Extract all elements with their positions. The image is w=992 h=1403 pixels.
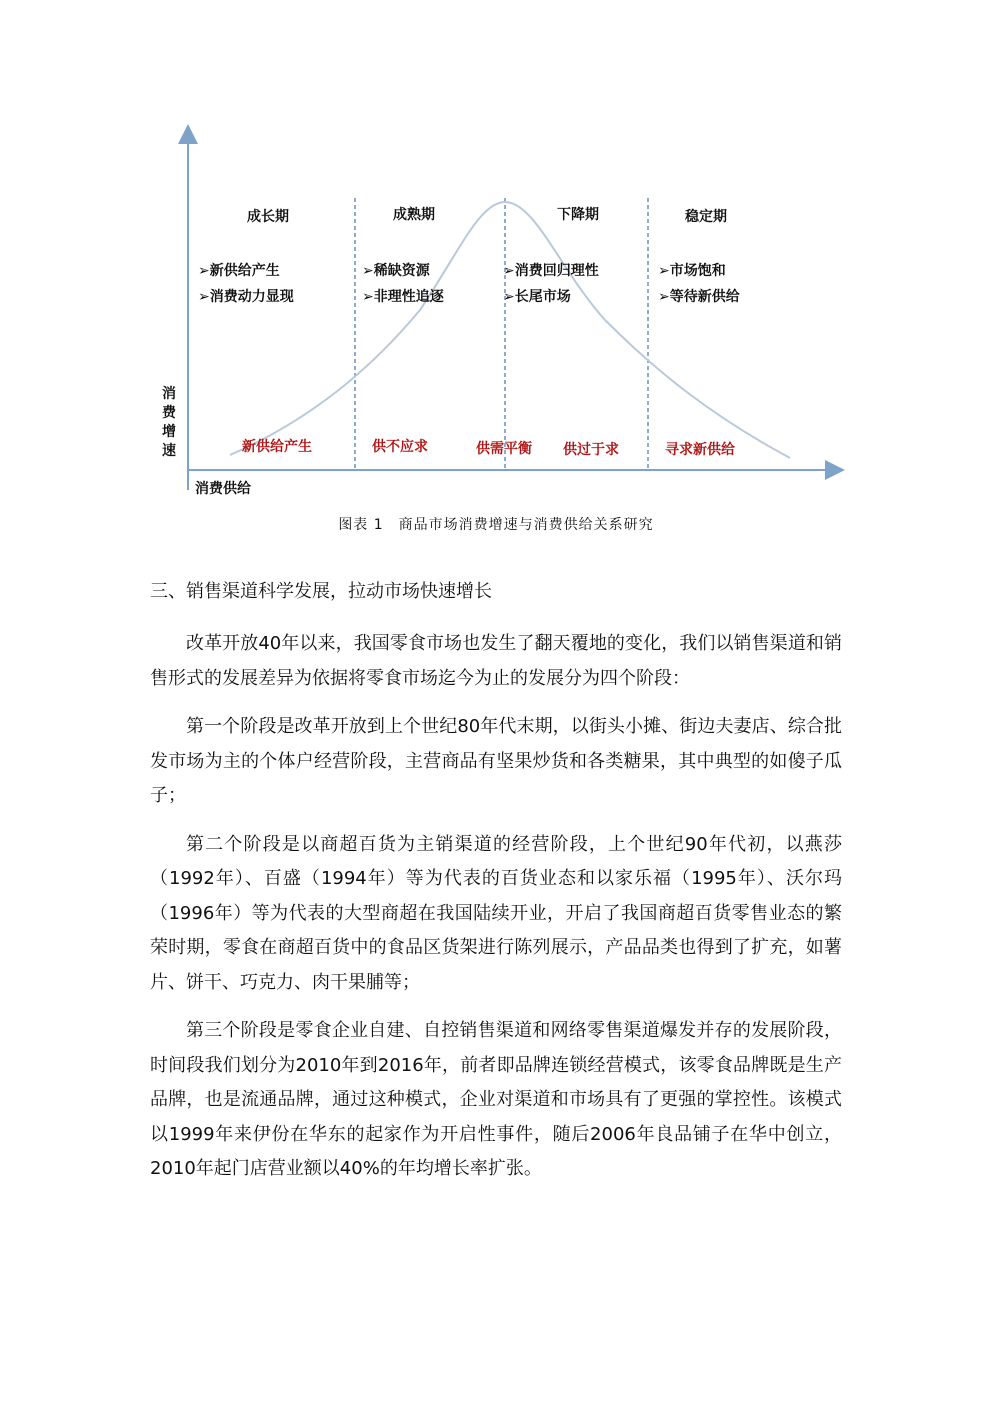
x-axis-label: 消费供给 <box>195 481 251 497</box>
phase-title-stable: 稳定期 <box>685 209 727 225</box>
paragraph: 第一个阶段是改革开放到上个世纪80年代末期，以街头小摊、街边夫妻店、综合批发市场为主的个体户经营阶段，主营商品有坚果炒货和各类糖果，其中典型的如傻子瓜子； <box>150 716 842 806</box>
phase-bottom-label: 供不应求 <box>372 439 428 455</box>
bullet-item: ➢市场饱和 <box>658 263 726 279</box>
phase-title-decline: 下降期 <box>557 207 599 223</box>
phase-title-mature: 成熟期 <box>393 207 435 223</box>
lifecycle-curve <box>230 202 790 458</box>
phase-title-growth: 成长期 <box>247 209 289 225</box>
y-axis-label: 消费增速 <box>162 386 176 459</box>
body-text <box>150 627 842 1201</box>
phase-bottom-label: 寻求新供给 <box>665 442 735 458</box>
section-heading: 三、销售渠道科学发展，拉动市场快速增长 <box>150 581 492 602</box>
phase-bottom-label: 新供给产生 <box>242 439 312 455</box>
paragraph: 改革开放40年以来，我国零食市场也发生了翻天覆地的变化，我们以销售渠道和销售形式的发展差异为依据将零食市场迄今为止的发展分为四个阶段： <box>150 633 842 689</box>
center-label: 供需平衡 <box>476 441 532 457</box>
phase-bottom-label: 供过于求 <box>563 442 619 458</box>
figure-caption: 图表 1 商品市场消费增速与消费供给关系研究 <box>338 517 654 533</box>
bullet-item: ➢消费动力显现 <box>198 289 294 305</box>
paragraph: 第三个阶段是零食企业自建、自控销售渠道和网络零售渠道爆发并存的发展阶段，时间段我们划分为2010年到2016年，前者即品牌连锁经营模式，该零食品牌既是生产品牌，也是流通品牌，通过这种模式，企业对渠道和市场具有了更强的掌控性。该模式以1999年来伊份在华东的起家作为开启性事件，随后2006年良品铺子在华中创立，2010年起门店营业额以40%的年均增长率扩张。 <box>150 1020 842 1179</box>
bullet-item: ➢非理性追逐 <box>362 289 444 305</box>
bullet-item: ➢消费回归理性 <box>503 263 599 279</box>
paragraph: 第二个阶段是以商超百货为主销渠道的经营阶段，上个世纪90年代初，以燕莎（1992年）、百盛（1994年）等为代表的百货业态和以家乐福（1995年）、沃尔玛（1996年）等为代表的大型商超在我国陆续开业，开启了我国商超百货零售业态的繁荣时期，零食在商超百货中的食品区货架进行陈列展示，产品品类也得到了扩充，如薯片、饼干、巧克力、肉干果脯等； <box>150 833 842 993</box>
bullet-item: ➢等待新供给 <box>658 289 740 305</box>
bullet-item: ➢长尾市场 <box>503 289 571 305</box>
lifecycle-figure <box>150 120 850 510</box>
bullet-item: ➢新供给产生 <box>198 263 280 279</box>
bullet-item: ➢稀缺资源 <box>362 263 430 279</box>
